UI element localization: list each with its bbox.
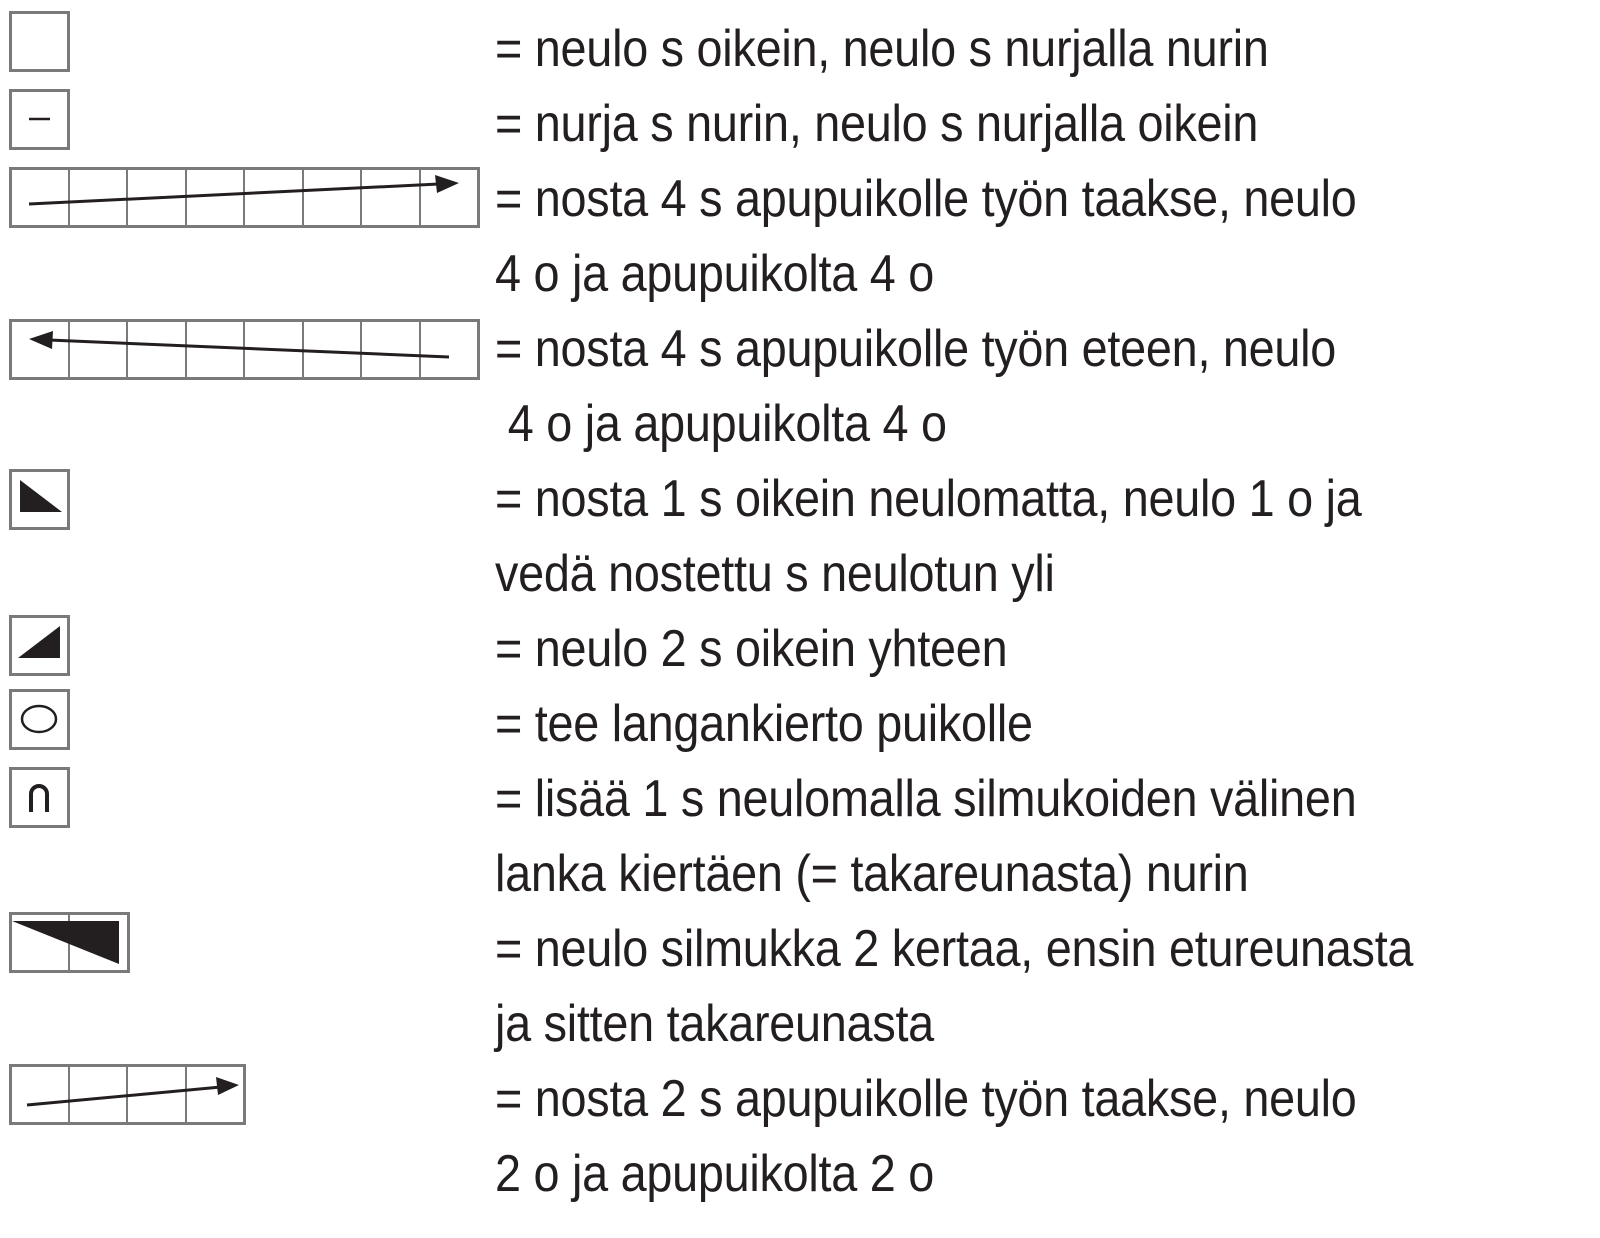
knit-two-together-symbol-icon [9, 615, 71, 677]
legend-text-skp: = nosta 1 s oikein neulomatta, neulo 1 o ja [495, 470, 1362, 528]
legend-text-skp-cont: vedä nostettu s neulotun yli [495, 545, 1055, 603]
legend-text-purl: = nurja s nurin, neulo s nurjalla oikein [495, 95, 1259, 153]
legend-text-make-one-cont: lanka kiertäen (= takareunasta) nurin [495, 845, 1249, 903]
legend-text-make-one: = lisää 1 s neulomalla silmukoiden välinen [495, 770, 1357, 828]
legend-text-cable-4-back: = nosta 4 s apupuikolle työn taakse, neulo [495, 170, 1357, 228]
cable-2-back-symbol-icon [9, 1064, 247, 1126]
slip-knit-pass-over-symbol-icon [9, 469, 71, 531]
legend-text-cable-4-back-cont: 4 o ja apupuikolta 4 o [495, 245, 935, 303]
make-one-arch-icon [9, 767, 71, 829]
knit-stitch-symbol-icon [9, 11, 71, 73]
legend-text-cable-4-front: = nosta 4 s apupuikolle työn eteen, neulo [495, 320, 1337, 378]
legend-text-knit: = neulo s oikein, neulo s nurjalla nurin [495, 20, 1269, 78]
cable-4-front-symbol-icon [9, 319, 481, 381]
purl-stitch-symbol-icon [9, 89, 71, 151]
cable-4-back-symbol-icon [9, 167, 481, 229]
yarn-over-circle-icon [9, 689, 71, 751]
legend-text-kfb: = neulo silmukka 2 kertaa, ensin etureunasta [495, 920, 1414, 978]
legend-text-cable-2-back: = nosta 2 s apupuikolle työn taakse, neulo [495, 1070, 1357, 1128]
legend-text-cable-2-back-cont: 2 o ja apupuikolta 2 o [495, 1145, 935, 1203]
legend-text-column [495, 12, 1600, 1212]
knit-front-back-wedge-icon [9, 912, 131, 974]
legend-text-yarn-over: = tee langankierto puikolle [495, 695, 1033, 753]
legend-text-cable-4-front-cont: 4 o ja apupuikolta 4 o [495, 395, 947, 453]
legend-text-kfb-cont: ja sitten takareunasta [495, 995, 934, 1053]
legend-text-k2tog: = neulo 2 s oikein yhteen [495, 620, 1008, 678]
